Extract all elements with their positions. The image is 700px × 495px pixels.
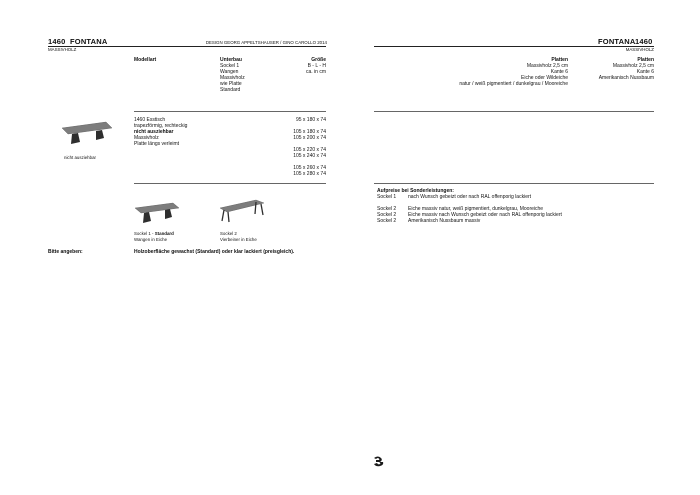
left-product-number: 1460 — [48, 37, 66, 46]
table-image-main — [58, 118, 114, 146]
sockel1-label: Sockel 1 - — [134, 231, 155, 236]
base-line: wie Platte — [220, 81, 242, 87]
table-top-shape — [220, 200, 264, 212]
header-model: Modellart — [134, 57, 157, 63]
surcharge-title: Aufpreise bei Sonderleistungen: — [377, 188, 454, 194]
table-leg-line — [261, 204, 263, 215]
logo-glyph — [374, 457, 383, 467]
size-value: 105 x 260 x 74 — [293, 165, 326, 171]
section-rule-2 — [134, 183, 326, 184]
surcharge-sockel: Sockel 1 — [377, 194, 397, 200]
right-product-number: 1460 — [635, 37, 653, 46]
left-subtitle: MASSIVHOLZ — [48, 47, 77, 52]
plate-line: Kante 6 — [636, 69, 654, 75]
sockel1-image — [133, 200, 181, 226]
image-caption: nicht ausziehbar — [64, 155, 96, 160]
base-line: Standard — [220, 87, 241, 93]
left-header-rule — [48, 46, 326, 47]
size-value: 95 x 180 x 74 — [295, 117, 326, 123]
base-lines — [220, 63, 245, 93]
size-value: 105 x 240 x 74 — [293, 153, 326, 159]
table-leg-line — [228, 212, 229, 222]
right-section-rule-1 — [374, 111, 654, 112]
model-line: Massivholz — [134, 135, 159, 141]
base-line: Massivholz — [220, 75, 245, 81]
plate-line: Amerikanisch Nussbaum — [598, 75, 654, 81]
surcharge-sockel: Sockel 2 — [377, 212, 397, 218]
size-value: 105 x 280 x 74 — [293, 171, 326, 177]
size-unit-lines — [260, 63, 326, 75]
plate-line: Kante 6 — [550, 69, 568, 75]
model-line: trapezförmig, rechteckig — [134, 123, 188, 129]
size-unit-line: ca. in cm — [305, 69, 326, 75]
plate-line: Massivholz 2,5 cm — [526, 63, 568, 69]
plates-col2-header: Platten — [637, 57, 654, 63]
header-size: Größe — [311, 57, 326, 63]
base-line: Sockel 1 — [220, 63, 240, 69]
header-base: Unterbau — [220, 57, 242, 63]
left-product-name: FONTANA — [70, 37, 108, 46]
plates-col1 — [430, 57, 568, 87]
right-product-name: FONTANA — [598, 37, 636, 46]
table-leg-shape — [71, 133, 80, 144]
surcharge-desc: nach Wunsch gebeizt oder nach RAL offenporig lackiert — [408, 194, 532, 200]
surcharge-sockel: Sockel 2 — [377, 206, 397, 212]
sockel2-desc: Vierbeiner in Eiche — [220, 237, 257, 242]
model-lines — [134, 117, 187, 147]
sockel1-caption — [134, 231, 174, 237]
right-subtitle: MASSIVHOLZ — [625, 47, 654, 52]
sockel2-caption: Sockel 2 — [220, 231, 237, 236]
sockel1-desc: Wangen in Eiche — [134, 237, 168, 242]
plates-col1-header: Platten — [551, 57, 568, 63]
brand-logo-icon — [372, 455, 386, 467]
design-credit: DESIGN GEORG APPELTSHAUSER / GINO CAROLLO 2014 — [205, 40, 327, 45]
table-top-shape — [62, 122, 112, 134]
model-line: 1460 Esstisch — [134, 117, 166, 123]
base-line: Wangen — [220, 69, 239, 75]
section-rule-1 — [134, 111, 326, 112]
table-leg-shape — [143, 212, 151, 223]
table-leg-shape — [96, 130, 104, 140]
model-line: Platte längs verleimt — [134, 141, 180, 147]
surcharge-desc: Eiche massiv nach Wunsch gebeizt oder nach RAL offenporig lackiert — [408, 212, 562, 218]
size-unit-line: B - L - H — [307, 63, 326, 69]
sockel1-standard: Standard — [154, 231, 174, 236]
table-leg-shape — [165, 209, 172, 219]
please-specify-label: Bitte angeben: — [48, 249, 83, 255]
please-specify-text: Holzoberfläche gewachst (Standard) oder klar lackiert (preisgleich). — [134, 249, 295, 255]
right-section-rule-2 — [374, 183, 654, 184]
surcharge-desc: Eiche massiv natur, weiß pigmentiert, dunkelgrau, Mooreiche — [408, 206, 544, 212]
table-top-shape — [135, 203, 179, 213]
model-line-emphasis: nicht ausziehbar — [134, 129, 174, 135]
plate-line: Eiche oder Wildeiche — [521, 75, 568, 81]
plate-line: Massivholz 2,5 cm — [612, 63, 654, 69]
surcharge-sockel: Sockel 2 — [377, 218, 397, 224]
table-leg-line — [222, 210, 224, 221]
sockel2-image — [218, 197, 266, 223]
plates-col2 — [580, 57, 654, 81]
size-value: 105 x 200 x 74 — [293, 135, 326, 141]
plate-line: natur / weiß pigmentiert / dunkelgrau / Mooreiche — [459, 81, 568, 87]
size-value: 105 x 220 x 74 — [293, 147, 326, 153]
size-value: 105 x 180 x 74 — [293, 129, 326, 135]
surcharge-desc: Amerikanisch Nussbaum massiv — [408, 218, 481, 224]
